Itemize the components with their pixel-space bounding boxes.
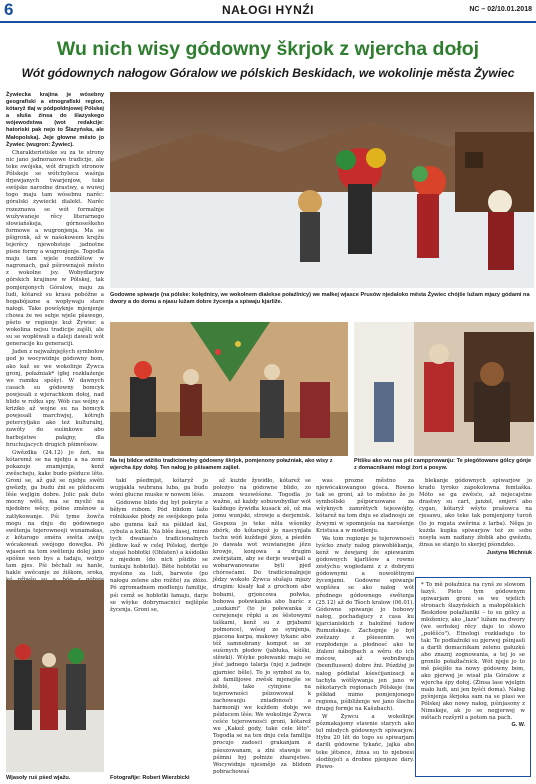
bottom-left-photo	[6, 580, 104, 772]
paragraph: taki pśedmjat, kótaryž jo wupjakla wubrana luba, ga budu wóni głucne muske w nowem lěśe.	[110, 478, 208, 499]
page-header	[0, 0, 536, 22]
doorway-photo	[354, 322, 534, 456]
mid-right-photo	[354, 322, 534, 456]
paragraph: Charakteristiske su za te strony nic jano jadnorazowe tradicije, ale teke swójska, wót drugich stronow Pólskeje se wótchyleca wašnja drjewjanych twarjenjow, teke swójske narodne drastwy, a wuwej togo maju tam wósebnu narěc: góralski żywiecki dialekt. Narěc rozeznawa se wót formalnje wužywaneje rěcy literarnego słowiańskeja, górnoseškeho formowe a wugronjenja. Ma se pšigronk, až w naśokowem krejžu tejerěcy njewobstoje jadnotne pisne formy a wugronjenje. Togodla maju tam wjele rozdźělow w nagronach, gaž pśirownajoš město z wokolne jsy. Wobydlarjow górskich krajinow w Pólskej, tak pomjenjonych Góralow, maju za ludi, kótarež su krasu pobóžne a bogabójazne a wopływaju stare nałogi. Take powšyknje mjenjenje chowa że we sebje wjele pšawego, pšeto w regionje kuž Żywiec a wokolina nejsu tradicije zajšli, ale su se wopłěwali a daleji dawali wót generacije ku generaciji.	[6, 149, 104, 348]
mid-left-photo	[110, 322, 348, 456]
paragraph: až kużde žywidło, kótarež se położyo na gódowne blido, zo znazom wuswěśone. Togodla jo wažne, až každy sobuwobydlar wót každego žywidła kusack zě, ož ma jomu wunjski, strowje a derjemisk. Gospoza jo teke něla wšoniky zbórk, do kótarejož jo nascynjała tschu wóń kuždegé jězo, a pśeděn jo dawała wot wuwianejne jězu krowje, konjowa a drugim zwěrjatam, aby se derje wuwijali a wobarwanowane byli pjed chórosćami. Do tradicionalnjeje jědzy wokoło Żywca słušaju mjazy drugim: kisały kał z grochom abo bobami, grjoncowa połwka, bobowa połewkanka abo barśc z „uszkami" (to je połewanka z cerwjeneje rěpki a ze šěstowymi taškami, kenž su z grjabami połmonce), wósej ze symjenja, pjacona karpa, makowy tykanc abo též samnobrany kompot se ze suśonych płodow (jabłuka, kśiški, slěwki). Wśyke połewanki maju se jěsć jadnego talarja (njej z jadneje gjarniec běle). To jo symbol za to, až familijowe zwěsk mjenejše se žeblé, take cyinjone na tejerowności pśizowował k zachowanju zniaďonosći a harmoniji we kuždem dobje we pśiducem lěśe. We wokolinje Żywca cešće tejerownosći groni, kótarež we „Kakež gody, take cełe lěto". Togodla se na ten dnju cela familija procujo zadosci grakanjam a pśeszowanam, a zlni stawnje se pśimni byj połniże zharejstwo. Wocywidnje njesmějo za blidom pobrachowaś	[213, 478, 311, 775]
group-photo	[6, 580, 104, 772]
section-title: NAŁOGI HYNŹI	[222, 3, 314, 17]
text-column-1	[6, 92, 104, 576]
article-headline: Wu nich wisy gódowny škrjok z wjercha dołoj	[56, 38, 480, 60]
paragraph: Gódowne blido dej był pokryte z běłym rubom. Pód blidom lažo rolnikaske płody ze swójskego pola abo gumna kaž na pśikład kal, cybula a kulki. Na blěe žasej, mimo tych dwanasćo tradicionalnych jědłow kaž w celej Pólskej, derbje stojaš hobłotki (Oblaten) a kśidolko z mjedom (do nich pšidźo se tunkaju hobłotki). Běte hobłotki su myslone za luži, barwote (po nałogu zelene abo rožite) za złóżo. Pó zgromadnem modlenju familije, pśi cemž se hobłotki łamaju, darje se wšyke dobrymacnicí nejlěpše žycenja. Groni se,	[110, 500, 208, 613]
interior-photo	[110, 322, 348, 456]
paragraph: We tom regionje je tejerownosći tyścko znaty nałog piewoblékanja, kenž w źewjarej že spiewanim gódownych kjarlišow a rowno zestýchu wogledami z z dobrymi gódownymi a nowolětnymi žycenjami. Godowne spiwanje wopšíwa se ako nałog wót přednego gódownego swětenja (25.12) až do Tšoch kralow (06.01). Gódowne spiwanje jo hobowy nałog, pochadajucy z casa ku kjarcianiskich z haložiné ludow Rumuńskeje. Zachopnje jo był zwězany z pšiesenim wo rozpłodenje a płodnosć ako te žfaleni nábojbach a wěru do ich mócow, až wobnilwuju (beenflussen) dobre žni. Pózdźej jo nałog pódłatał kśesćijanizacji a tachyła wótšywanja jen jano w někotarych regionach Pólskeje (na pśikład mimo pomjenjonego regiona, pśibliženje we jano šlochu drugej formje na Kašubach).	[316, 535, 414, 712]
top-photo-caption: Godowne spiwarje (na pólske: kolędnicy, we wokolnem dialekse połaźlnicy) we małkej wjasce Prusów njedaloko města Żywiec chójše lužam mjazy gódami na dwory a do domu a njasu lužam dobre žycenja a spiwaju kjarliže.	[110, 292, 530, 305]
footnote-box	[415, 577, 531, 777]
paragraph: Jaden z nejwažnjejšych symbolow god jo wocywidnje gódowny bom, ako kaž se we wokolinje Żywca gronj, połaźniak* (głej rozkłaźenje we ramiku spóšy). W dawnych casach su gódowny bomcyk powjesali z wjerachkom dołoj, nad blido w rožku spy. Wób cas wójny a kriziko až wojne su na bomcyk powjesali marchwjej, kótrejh petercyłjaku ako też kulturalnj, zawóty do suśinkowe abo barbojstwe pałajny, dla bruchujacych drugich pšimrěsow.	[6, 349, 104, 448]
paragraph: was prozne městno za njewócakowangoo gósca. Rowno tak se groni, až to městno že jo symboliski pśiporuowane za wšyknych zamrětych tejeswójby, kótarež na tom dnju se zladnosju ze žywymi w spomnjeśa na narośenje Kristusa a w modlenju.	[316, 478, 414, 534]
bottom-left-caption: Wjasoły ruś pśed wjažu.	[6, 775, 71, 781]
text-column-2	[110, 478, 208, 778]
footnote-text: * To mě połaźnica na cynš ze slowom łazyš. Pieto tym gódownym spiwarjam groni se we wjelich stronach šlazyńskich a małopólskich Beskidow połaźlaniki – to su gólcy a młoženicy, ako „łaze" lužam na dwory (we serbskej rěcy dajo to slowo „połěšćo"). Etnologi rozkładuju to tak: Te podłaźniki su pjerwej pśinjasli a darili domacnikam zelenu gałuzkú abo znaznj zognowania, a tej jo se gronilo połaźłačnick. Wót njeje jo to mě pśejšło na nowy gódowny bom, ako pjerwej je wisał pla Góralow z wjercha śpy dołoj. (Źinsa lase wjelgin mało ludi, ani jen byšći doma). Nałog pyšnjenja škrjoka sam na se plasi we Pólskej ako nowy nałog, pśinjasony z Nimskeje, ak jo se negjerwej w mětach rozšyrił a potom na pach.	[421, 582, 525, 721]
issue-label: NC – 02/10.01.2018	[469, 6, 532, 13]
article-subheadline: Wót gódownych nałogow Góralow we pólskich Beskidach, we wokolinje města Żywiec	[21, 66, 515, 80]
text-column-4	[316, 478, 414, 778]
top-photo	[110, 92, 534, 288]
paragraph: blekanje gódownych spiwarjow jo kradu tyroko zapokolowna femtaška. Móto se ga zwěsćo, až nejecajstne drastwy su cart, janżel, smjerś abo cygan, kótaryž wšyto prašowca na rjesawu, ako teke tak pomjenjony turoń (to jo rogata zwěrina z larba). Něga jo kużda kupka spiwarjow też ze sobu nosyła sam naźłany źłobik abo gwězdu, źinsa se stanjo to skerjej pśondzko.	[419, 478, 532, 548]
carolers-photo	[110, 92, 534, 288]
mid-right-caption: Pitšku ako wu nas pśi campprowanju: Te piegótowane gólcy gónje z domacnikami młogi žort a posyw.	[354, 458, 532, 471]
photo-credit: Fotografije: Robert Wierzbicki	[110, 775, 190, 781]
header-rule	[0, 21, 536, 23]
page-number: 6	[4, 0, 14, 19]
paragraph: Gwězdka (24.12) jo źeń, na kótaremž se na njebju a na zemi pokazujo znamjenja, kenž zwěscheju, kake budo pśiduce lěto. Groni se, až gaž se njebju swěti gwězdy, ga budu źni se pšiducem lěśe wejlgin dobre. Jolic pak duto mocny wětš, ma se myslić na njedobre wěcy, pótne změnow a zatłykowanje. Pśi tyme žowča mogu na dnju do gódownego swětenja tejerowneeji wunamakas, z kótarogo sméra swěta zwěju wócakowań swójogo dowejka. Pó wjaseri na tom swětenju dolej jano spóšne wen bys a tadaju, wotrjo tam pjes. Pśi běchali su hanle, hakle swěcanje ze źiškom, sroka,	[6, 449, 104, 577]
paragraph: W Żywcu a wokolinje pózmakajomy stawnie starych ako teł młodych gódownych spiwarjow. Hybu 20 lět do togo su spiwarjam darili gódowne tykańc, jajka abo teke jětsnce, źinsa su to njeboesi słodźojsći a drobne pjenjeze dary. Piewo-	[316, 714, 414, 770]
author-signature: Justyna Michniuk	[486, 549, 532, 556]
footnote-signature: G. W.	[511, 722, 525, 728]
text-column-3	[213, 478, 311, 778]
article-lead: Żywiecka krajina je wósebny geografiski a etnografiski region, kótaryž tłaj w pódpołdnjowej Pólskej a słuša źinsa do šlazyskego wójewodstwa (wot redakcije: hatoriski pak nejo to Šlazyńska, ale Małopolska). Jeje głowne město jo Żywiec (wugron: Żywiec).	[6, 92, 104, 148]
text-column-5	[419, 478, 532, 574]
mid-left-caption: Na tej bildce wižišo tradicionelny gódowny škrjok, pomjenony połaźniak, ako wisy z wjercha špy dołoj. Ten nałog jo pšisamem zajšeł.	[110, 458, 333, 471]
